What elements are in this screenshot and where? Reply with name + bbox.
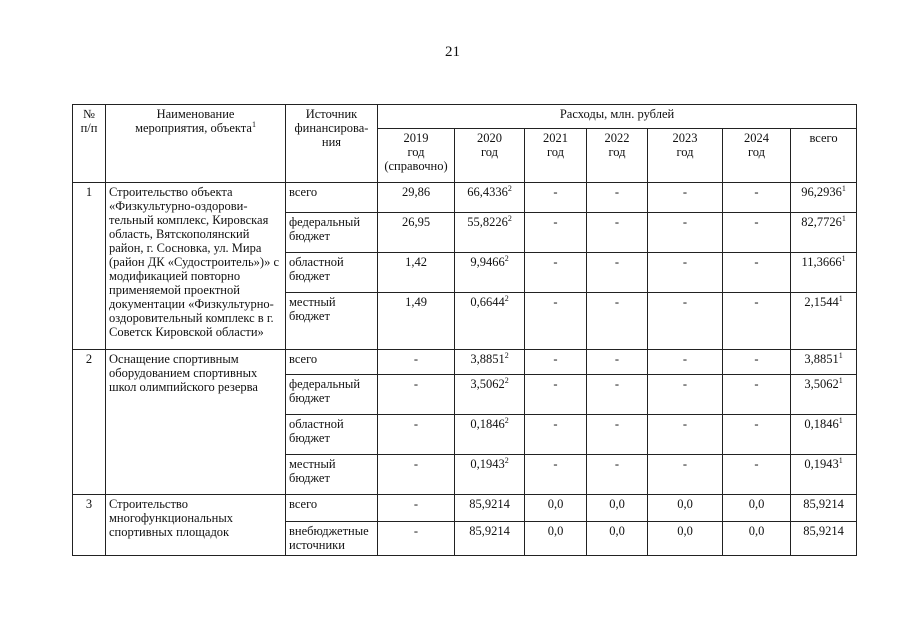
- funding-source: федеральный бюджет: [286, 213, 378, 253]
- table-row: [73, 495, 857, 522]
- activity-name: Строительство многофункциональных спортивных площадок: [106, 495, 286, 556]
- value-v2020: 0,6644$^2$: [455, 293, 525, 350]
- value-v2019: 26,95: [378, 213, 455, 253]
- funding-source: всего: [286, 495, 378, 522]
- footnote-mark: 1: [838, 455, 843, 465]
- header-year-4: 2023 год: [648, 129, 723, 183]
- footnote-mark: 2: [504, 455, 509, 465]
- value-v2022: -: [587, 455, 648, 495]
- value-v2022: 0,0: [587, 522, 648, 556]
- table-row: [73, 350, 857, 375]
- funding-source: областной бюджет: [286, 415, 378, 455]
- value-v2019: 1,42: [378, 253, 455, 293]
- value-v2024: -: [723, 293, 791, 350]
- value-v2024: 0,0: [723, 495, 791, 522]
- value-v2023: -: [648, 455, 723, 495]
- header-year-2: 2021 год: [525, 129, 587, 183]
- value-v2019: -: [378, 415, 455, 455]
- value-v2021: -: [525, 350, 587, 375]
- value-v2024: -: [723, 253, 791, 293]
- footnote-mark: 2: [504, 375, 509, 385]
- value-v2022: -: [587, 350, 648, 375]
- value-v2020: 85,9214: [455, 495, 525, 522]
- value-v2020: 3,8851$^2$: [455, 350, 525, 375]
- value-v2024: -: [723, 375, 791, 415]
- table-body: [73, 183, 857, 556]
- funding-source: внебюджетные источники: [286, 522, 378, 556]
- value-v2020: 85,9214: [455, 522, 525, 556]
- footnote-mark: 1: [838, 293, 843, 303]
- value-v2021: -: [525, 455, 587, 495]
- value-total: 96,2936$^1$: [791, 183, 857, 213]
- header-num: № п/п: [73, 105, 106, 183]
- value-v2022: -: [587, 253, 648, 293]
- value-v2019: -: [378, 522, 455, 556]
- activity-name: Оснащение спортивным оборудованием спортивных школ олимпийского резерва: [106, 350, 286, 495]
- funding-source: всего: [286, 183, 378, 213]
- value-v2023: -: [648, 293, 723, 350]
- value-v2024: 0,0: [723, 522, 791, 556]
- footnote-mark: 1: [841, 253, 846, 263]
- header-expenses: Расходы, млн. рублей: [378, 105, 857, 129]
- value-total: 82,7726$^1$: [791, 213, 857, 253]
- value-v2021: 0,0: [525, 495, 587, 522]
- value-v2021: -: [525, 253, 587, 293]
- value-v2020: 55,8226$^2$: [455, 213, 525, 253]
- value-v2023: -: [648, 375, 723, 415]
- header-year-0: 2019 год (справочно): [378, 129, 455, 183]
- footnote-mark: 2: [504, 415, 509, 425]
- value-v2020: 0,1846$^2$: [455, 415, 525, 455]
- value-v2021: -: [525, 183, 587, 213]
- value-v2022: 0,0: [587, 495, 648, 522]
- footnote-mark: 1: [841, 213, 846, 223]
- row-number: 1: [73, 183, 106, 350]
- funding-source: местный бюджет: [286, 455, 378, 495]
- row-number: 2: [73, 350, 106, 495]
- header-year-5: 2024 год: [723, 129, 791, 183]
- funding-source: местный бюджет: [286, 293, 378, 350]
- header-year-3: 2022 год: [587, 129, 648, 183]
- footnote-mark: 1: [841, 183, 846, 193]
- value-v2021: -: [525, 415, 587, 455]
- table-header: [73, 105, 857, 183]
- value-total: 3,5062$^1$: [791, 375, 857, 415]
- funding-source: всего: [286, 350, 378, 375]
- value-v2024: -: [723, 350, 791, 375]
- expenses-table: [72, 104, 857, 556]
- value-v2019: 29,86: [378, 183, 455, 213]
- footnote-mark: 2: [504, 253, 509, 263]
- row-number: 3: [73, 495, 106, 556]
- value-v2020: 0,1943$^2$: [455, 455, 525, 495]
- value-total: 0,1846$^1$: [791, 415, 857, 455]
- value-v2023: -: [648, 415, 723, 455]
- value-v2022: -: [587, 293, 648, 350]
- value-v2022: -: [587, 213, 648, 253]
- value-total: 2,1544$^1$: [791, 293, 857, 350]
- footnote-mark: 2: [507, 213, 512, 223]
- value-total: 11,3666$^1$: [791, 253, 857, 293]
- page-number: 21: [445, 44, 460, 60]
- value-v2023: 0,0: [648, 495, 723, 522]
- value-v2021: -: [525, 213, 587, 253]
- value-total: 3,8851$^1$: [791, 350, 857, 375]
- value-v2019: 1,49: [378, 293, 455, 350]
- value-v2019: -: [378, 495, 455, 522]
- value-v2021: 0,0: [525, 522, 587, 556]
- value-v2024: -: [723, 415, 791, 455]
- funding-source: областной бюджет: [286, 253, 378, 293]
- header-year-6: всего: [791, 129, 857, 183]
- footnote-mark: 1: [838, 375, 843, 385]
- value-v2024: -: [723, 183, 791, 213]
- value-v2023: -: [648, 183, 723, 213]
- value-v2021: -: [525, 293, 587, 350]
- value-v2023: -: [648, 213, 723, 253]
- footnote-mark: 2: [504, 350, 509, 360]
- footnote-mark: 2: [504, 293, 509, 303]
- value-v2020: 9,9466$^2$: [455, 253, 525, 293]
- value-v2022: -: [587, 375, 648, 415]
- value-total: 85,9214: [791, 495, 857, 522]
- value-v2022: -: [587, 415, 648, 455]
- value-v2023: -: [648, 350, 723, 375]
- value-v2021: -: [525, 375, 587, 415]
- value-total: 0,1943$^1$: [791, 455, 857, 495]
- value-v2024: -: [723, 455, 791, 495]
- header-year-1: 2020 год: [455, 129, 525, 183]
- header-name: Наименование мероприятия, объекта$^1$: [106, 105, 286, 183]
- value-v2020: 3,5062$^2$: [455, 375, 525, 415]
- value-v2023: -: [648, 253, 723, 293]
- activity-name: Строительство объекта «Физкультурно-оздорови-тельный комплекс, Кировская область, Вятскополянский район, г. Сосновка, ул. Мира (район ДК «Судостроитель»)» с модификацией повторно применяемой проектной документации «Физкультурно-оздоровительный комплекс в г. Советск Кировской области»: [106, 183, 286, 350]
- value-v2023: 0,0: [648, 522, 723, 556]
- value-v2020: 66,4336$^2$: [455, 183, 525, 213]
- funding-source: федеральный бюджет: [286, 375, 378, 415]
- value-total: 85,9214: [791, 522, 857, 556]
- value-v2024: -: [723, 213, 791, 253]
- value-v2022: -: [587, 183, 648, 213]
- value-v2019: -: [378, 375, 455, 415]
- value-v2019: -: [378, 455, 455, 495]
- footnote-mark: 1: [838, 415, 843, 425]
- table-row: [73, 183, 857, 213]
- footnote-mark: 2: [507, 183, 512, 193]
- footnote-mark: 1: [838, 350, 843, 360]
- header-source: Источник финансирова- ния: [286, 105, 378, 183]
- value-v2019: -: [378, 350, 455, 375]
